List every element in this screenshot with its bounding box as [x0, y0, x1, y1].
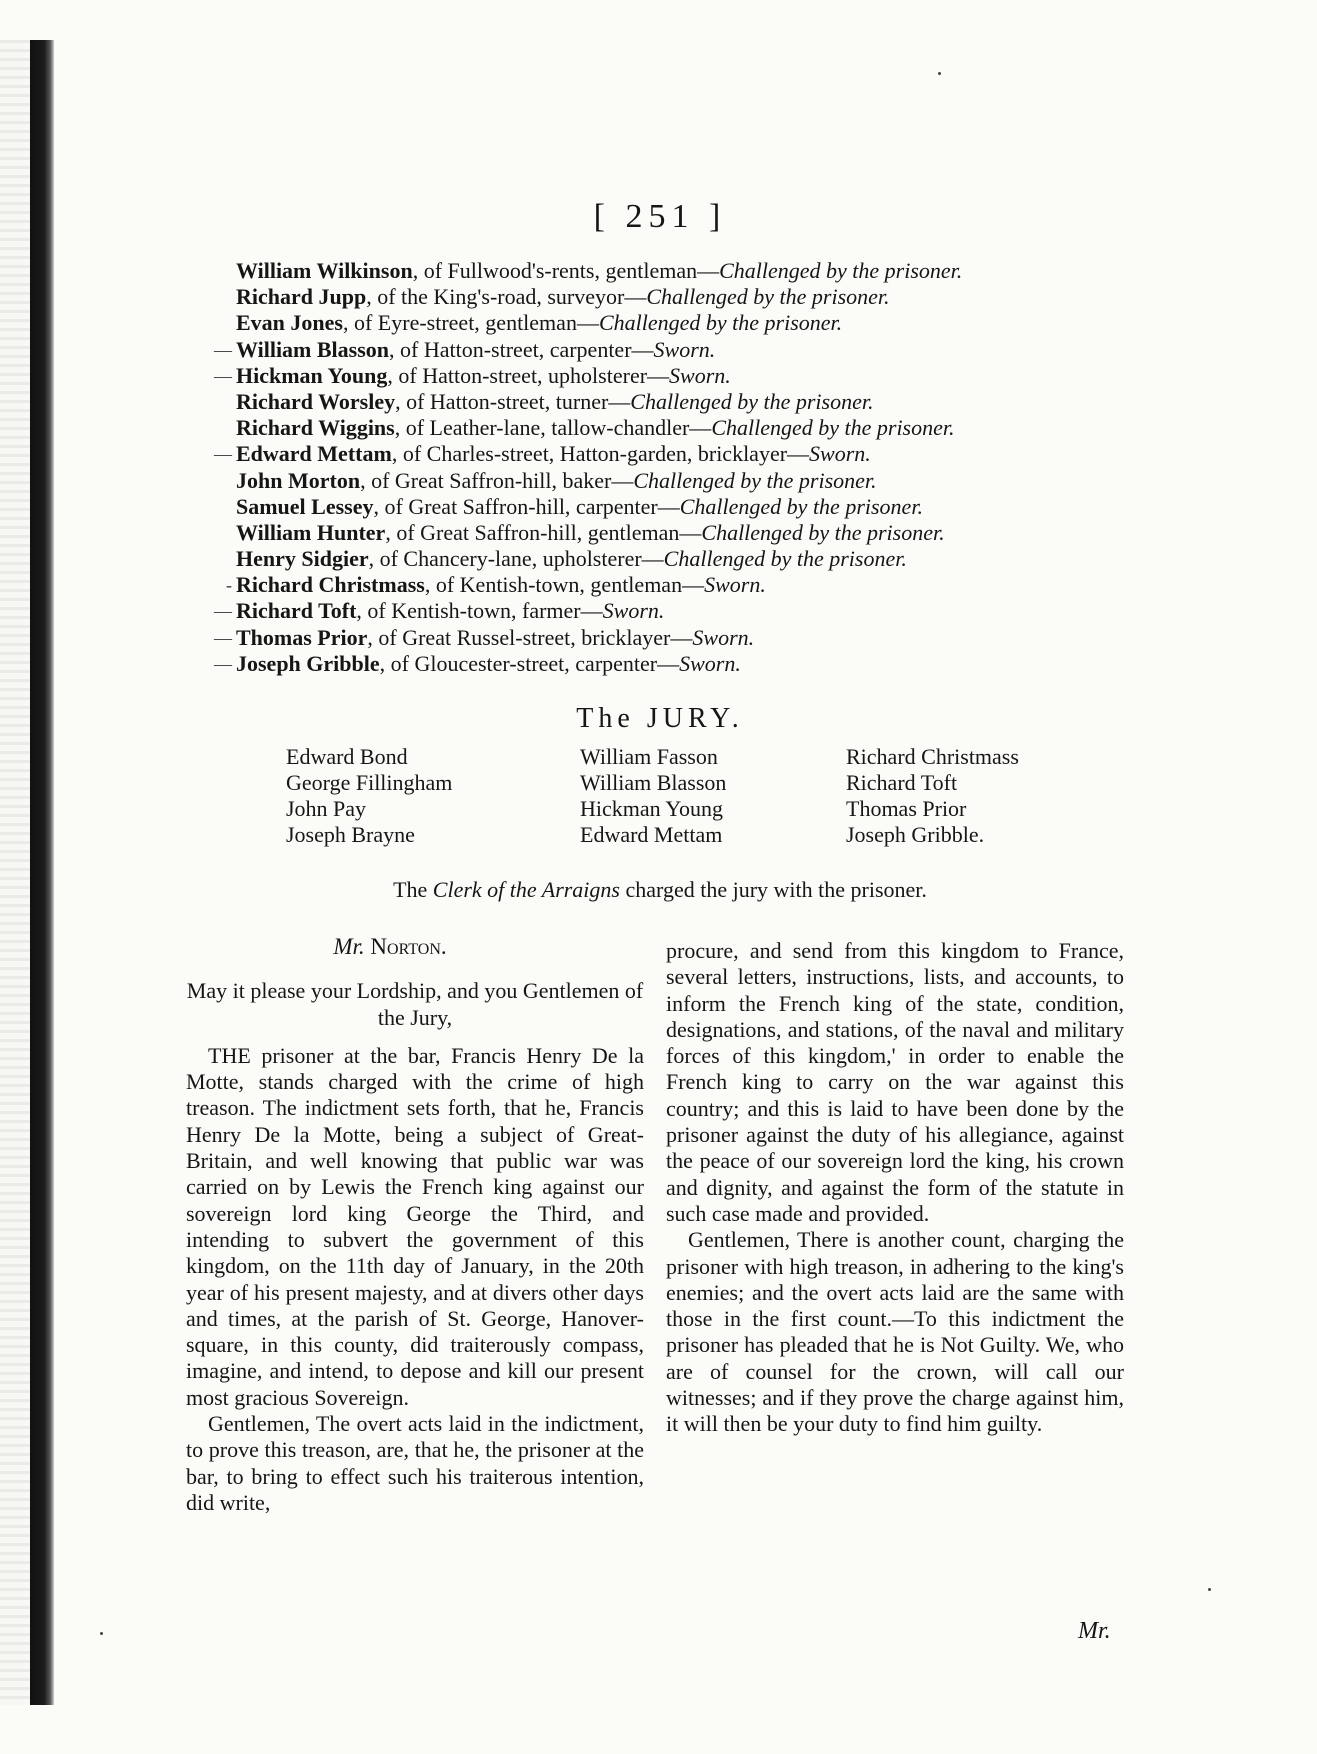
juror-list [214, 258, 1276, 677]
juror-status: Sworn. [704, 572, 766, 598]
jury-member: Hickman Young [580, 796, 724, 821]
juror-entry [214, 441, 1276, 467]
juror-name: Thomas Prior [236, 624, 368, 650]
tick-mark: — [214, 601, 232, 622]
juror-status: Sworn. [809, 441, 871, 467]
paragraph: procure, and send from this kingdom to France, several letters, instructions, lists, and accounts, to inform the French king of the state, condition, designations, and stations, of the naval and military forces of this kingdom,' in order to enable the French king to carry on the war against this country; and this is laid to have been done by the prisoner against the duty of his allegiance, against the peace of our sovereign lord the king, his crown and dignity, and against the form of the statute in such case made and provided. [666, 938, 1124, 1226]
juror-residence: , of Fullwood's-rents, gentleman— [412, 258, 720, 283]
jury-member: William Blasson [580, 770, 727, 795]
juror-name: Edward Mettam [236, 441, 392, 467]
jury-member: William Fasson [580, 744, 718, 769]
juror-status: Challenged by the prisoner. [646, 284, 890, 310]
juror-name: Joseph Gribble [236, 650, 380, 676]
juror-name: William Blasson [236, 336, 390, 362]
jury-member: Joseph Gribble. [846, 822, 985, 847]
juror-entry [214, 598, 1276, 624]
juror-status: Challenged by the prisoner. [630, 388, 874, 414]
juror-status: Challenged by the prisoner. [701, 519, 945, 545]
jury-heading: The JURY. [576, 703, 744, 734]
juror-residence: , of Great Saffron-hill, baker— [360, 467, 634, 493]
juror-entry [214, 362, 1276, 389]
speaker-heading [136, 934, 644, 960]
address-line: May it please your Lordship, and you Gentlemen of the Jury, [186, 978, 644, 1030]
juror-entry [236, 310, 1276, 336]
clerk-text-italic: Clerk of the Arraigns [432, 877, 620, 902]
juror-status: Sworn. [669, 362, 731, 388]
jury-member: Edward Mettam [580, 822, 723, 847]
juror-name: Henry Sidgier [236, 546, 369, 572]
juror-residence: , of Great Russel-street, bricklayer— [367, 624, 693, 650]
juror-status: Sworn. [679, 650, 741, 676]
paragraph: Gentlemen, There is another count, charging the prisoner with high treason, in adhering to the king's enemies; and the overt acts laid are the same with those in the first count.—To this indictment the prisoner has pleaded that he is Not Guilty. We, who are of counsel for the crown, will call our witnesses; and if they prove the charge against him, it will then be your duty to find him guilty. [666, 1227, 1124, 1437]
juror-name: William Hunter [236, 519, 386, 545]
juror-status: Challenged by the prisoner. [633, 467, 877, 493]
jury-member: George Fillingham [286, 770, 453, 795]
juror-residence: , of Leather-lane, tallow-chandler— [394, 415, 712, 441]
ink-speck [100, 1632, 103, 1635]
speaker-title: Mr. [333, 934, 365, 959]
jury-member: Richard Christmass [846, 744, 1019, 769]
juror-status: Challenged by the prisoner. [719, 258, 963, 283]
juror-name: John Morton [236, 467, 361, 493]
juror-residence: , of Hatton-street, upholsterer— [387, 362, 670, 388]
juror-residence: , of Gloucester-street, carpenter— [379, 650, 680, 676]
tick-mark: — [214, 339, 232, 360]
juror-status: Challenged by the prisoner. [663, 546, 907, 572]
juror-name: Richard Worsley [236, 388, 396, 414]
juror-status: Sworn. [602, 598, 665, 624]
jury-member: John Pay [286, 796, 367, 821]
clerk-statement [190, 877, 1130, 903]
jury-member: Richard Toft [846, 770, 958, 795]
clerk-text-post: charged the jury with the prisoner. [620, 877, 927, 902]
page-number: [ 251 ] [593, 198, 727, 235]
juror-residence: , of Kentish-town, farmer— [356, 598, 603, 624]
juror-entry [236, 546, 1276, 572]
juror-entry [236, 258, 1276, 284]
jury-column-2 [580, 744, 850, 848]
right-column [666, 938, 1124, 1438]
jury-member: Thomas Prior [846, 796, 967, 821]
juror-residence: , of Hatton-street, carpenter— [389, 336, 654, 362]
juror-entry [214, 650, 1276, 677]
jury-column-3 [846, 744, 1116, 848]
tick-mark: - [226, 575, 232, 596]
page-binding [30, 40, 54, 1705]
juror-name: Hickman Young [236, 362, 388, 388]
tick-mark: — [214, 627, 232, 648]
tick-mark: — [214, 444, 232, 465]
juror-status: Challenged by the prisoner. [679, 493, 923, 519]
juror-residence: , of Charles-street, Hatton-garden, bricklayer— [391, 441, 810, 467]
juror-name: Richard Wiggins [236, 415, 395, 441]
juror-entry [236, 494, 1276, 520]
speaker-name: Norton. [370, 934, 447, 959]
juror-name: Richard Toft [236, 598, 357, 624]
jury-member: Joseph Brayne [286, 822, 415, 847]
juror-entry [236, 389, 1276, 415]
juror-entry [214, 624, 1276, 651]
tick-mark: — [214, 365, 232, 386]
jury-member: Edward Bond [286, 744, 408, 769]
juror-residence: , of the King's-road, surveyor— [366, 284, 647, 310]
jury-column-1 [286, 744, 556, 848]
juror-name: Samuel Lessey [236, 493, 374, 519]
clerk-text-pre: The [393, 877, 433, 902]
tick-mark: — [214, 653, 232, 674]
catchword: Mr. [1078, 1618, 1111, 1644]
juror-entry [236, 284, 1276, 310]
juror-status: Challenged by the prisoner. [598, 310, 843, 336]
juror-status: Challenged by the prisoner. [711, 415, 955, 441]
ink-speck [1208, 1588, 1211, 1591]
juror-entry [236, 520, 1276, 546]
paragraph: THE prisoner at the bar, Francis Henry De la Motte, stands charged with the crime of high treason. The indictment sets forth, that he, Francis Henry De la Motte, being a subject of Great-Britain, and well knowing that public war was carried on by Lewis the French king against our sovereign lord king George the Third, and intending to subvert the government of this kingdom, on the 11th day of January, in the 20th year of his present majesty, and at divers other days and times, at the parish of St. George, Hanover-square, in this county, did traiterously compass, imagine, and intend, to depose and kill our present most gracious Sovereign. [186, 1042, 644, 1410]
juror-name: William Wilkinson [236, 258, 413, 283]
paragraph: Gentlemen, The overt acts laid in the indictment, to prove this treason, are, that he, the prisoner at the bar, to bring to effect such his traiterous intention, did write, [186, 1411, 644, 1515]
binding-edge [0, 40, 30, 1705]
juror-residence: , of Kentish-town, gentleman— [424, 572, 705, 598]
juror-entry [236, 468, 1276, 494]
juror-status: Sworn. [653, 336, 716, 362]
juror-entry [236, 415, 1276, 441]
juror-name: Richard Jupp [236, 284, 367, 310]
juror-residence: , of Chancery-lane, upholsterer— [368, 546, 664, 572]
juror-status: Sworn. [692, 624, 755, 650]
juror-residence: , of Great Saffron-hill, carpenter— [373, 493, 680, 519]
ink-speck [938, 72, 941, 75]
left-column [186, 934, 644, 1516]
juror-residence: , of Eyre-street, gentleman— [342, 310, 599, 336]
juror-name: Evan Jones [236, 310, 343, 336]
juror-residence: , of Hatton-street, turner— [395, 388, 631, 414]
juror-entry [214, 336, 1276, 363]
juror-residence: , of Great Saffron-hill, gentleman— [385, 519, 702, 545]
juror-entry [226, 572, 1276, 598]
juror-name: Richard Christmass [236, 572, 425, 598]
